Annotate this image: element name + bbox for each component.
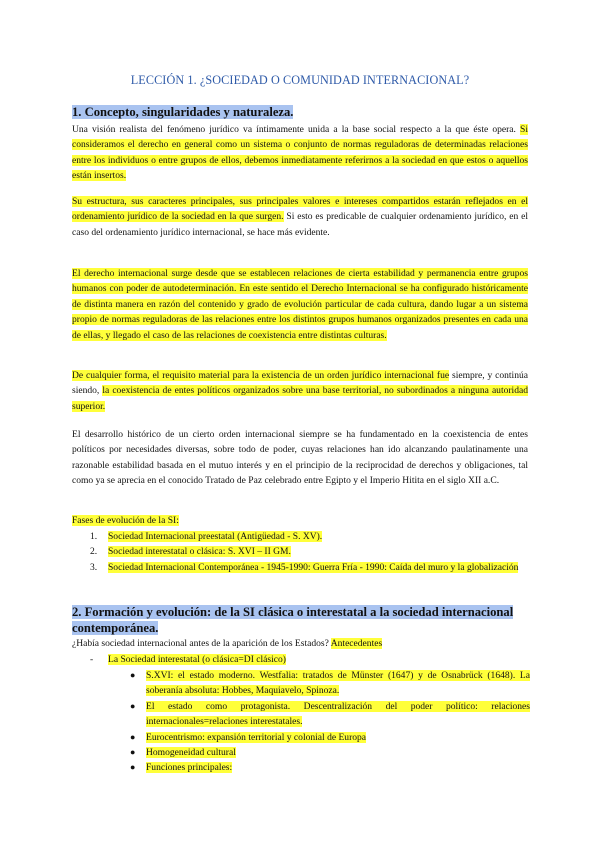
bullet-icon: ● [130, 747, 136, 758]
bullet-icon: ● [130, 731, 136, 742]
paragraph-2: Su estructura, sus caracteres principales, sus principales valores e intereses compartidos estarán reflejados en el ordenamiento jurídico de la sociedad en la que surgen. Si esto es predicable de cualquier ordenamiento jurídico, en el caso del ordenamiento jurídico internacional, se hace más evidente. [72, 196, 528, 238]
list-item: ● Homogeneidad cultural [130, 745, 530, 760]
bullet-icon: ● [130, 762, 136, 773]
list-item: 2. Sociedad interestatal o clásica: S. XVI – II GM. [90, 546, 291, 558]
dash-item: - La Sociedad interestatal (o clásica=DI clásico) [90, 654, 286, 665]
list-item: ● Eurocentrismo: expansión territorial y colonial de Europa [130, 730, 530, 745]
paragraph-5: El desarrollo histórico de un cierto orden internacional siempre se ha fundamentado en la coexistencia de entes políticos por necesidades diversas, sobre todo de poder, cuyas relaciones han ido alcanzando paulatinamente una razonable estabilidad basada en el mutuo interés y en el principio de la reciprocidad de derechos y obligaciones, tal como ya se aprecia en el conocido Tratado de Paz celebrado entre Egipto y el Imperio Hitita en el siglo XII a.C. [72, 429, 528, 487]
page-title: LECCIÓN 1. ¿SOCIEDAD O COMUNIDAD INTERNACIONAL? [130, 73, 470, 87]
bullet-list [130, 668, 530, 776]
list-item: ● El estado como protagonista. Descentralización del poder político: relaciones internacionales=relaciones interestatales. [130, 699, 530, 730]
bullet-icon: ● [130, 700, 136, 711]
paragraph-3: El derecho internacional surge desde que se establecen relaciones de cierta estabilidad y permanencia entre grupos humanos con poder de autodeterminación. En este sentido el Derecho Internacional se ha configurado históricamente de distinta manera en razón del contenido y grado de evolución particular de cada cultura, dando lugar a un sistema propio de normas reguladoras de las relaciones entre los distintos grupos humanos organizados presentes en cada una de ellas, y llegado el caso de las relaciones de coexistencia entre distintas culturas. [72, 268, 528, 341]
phases-list [90, 529, 530, 575]
paragraph-1: Una visión realista del fenómeno jurídico va íntimamente unida a la base social respecto a la que éste opera. Si consideramos el derecho en general como un sistema o conjunto de normas reguladoras de determinadas relaciones entre los individuos o entre grupos de ellos, debemos inmediatamente referirnos a la sociedad en que estos o aquellos están insertos. [72, 124, 528, 182]
list-item: 3. Sociedad Internacional Contemporánea - 1945-1990: Guerra Fría - 1990: Caída del muro y la globalización [90, 561, 519, 573]
bullet-icon: ● [130, 670, 136, 680]
section-heading-2: 2. Formación y evolución: de la SI clásica o interestatal a la sociedad internacional contemporánea. [72, 605, 514, 635]
list-item: 1. Sociedad Internacional preestatal (Antigüedad - S. XV). [90, 531, 323, 542]
section-heading-1: 1. Concepto, singularidades y naturaleza. [72, 105, 294, 119]
paragraph-4: De cualquier forma, el requisito material para la existencia de un orden jurídico internacional fue siempre, y continúa siendo, la coexistencia de entes políticos organizados sobre una base territorial, no subordinados a ninguna autoridad superior. [72, 370, 528, 412]
phases-label: Fases de evolución de la SI: [72, 515, 179, 526]
list-item: ● Funciones principales: [130, 760, 530, 775]
list-item: ● S.XVI: el estado moderno. Westfalia: tratados de Münster (1647) y de Osnabrück (1648). La soberanía absoluta: Hobbes, Maquiavelo, Spinoza. [130, 668, 530, 699]
question-line: ¿Había sociedad internacional antes de la aparición de los Estados? Antecedentes [72, 638, 383, 649]
